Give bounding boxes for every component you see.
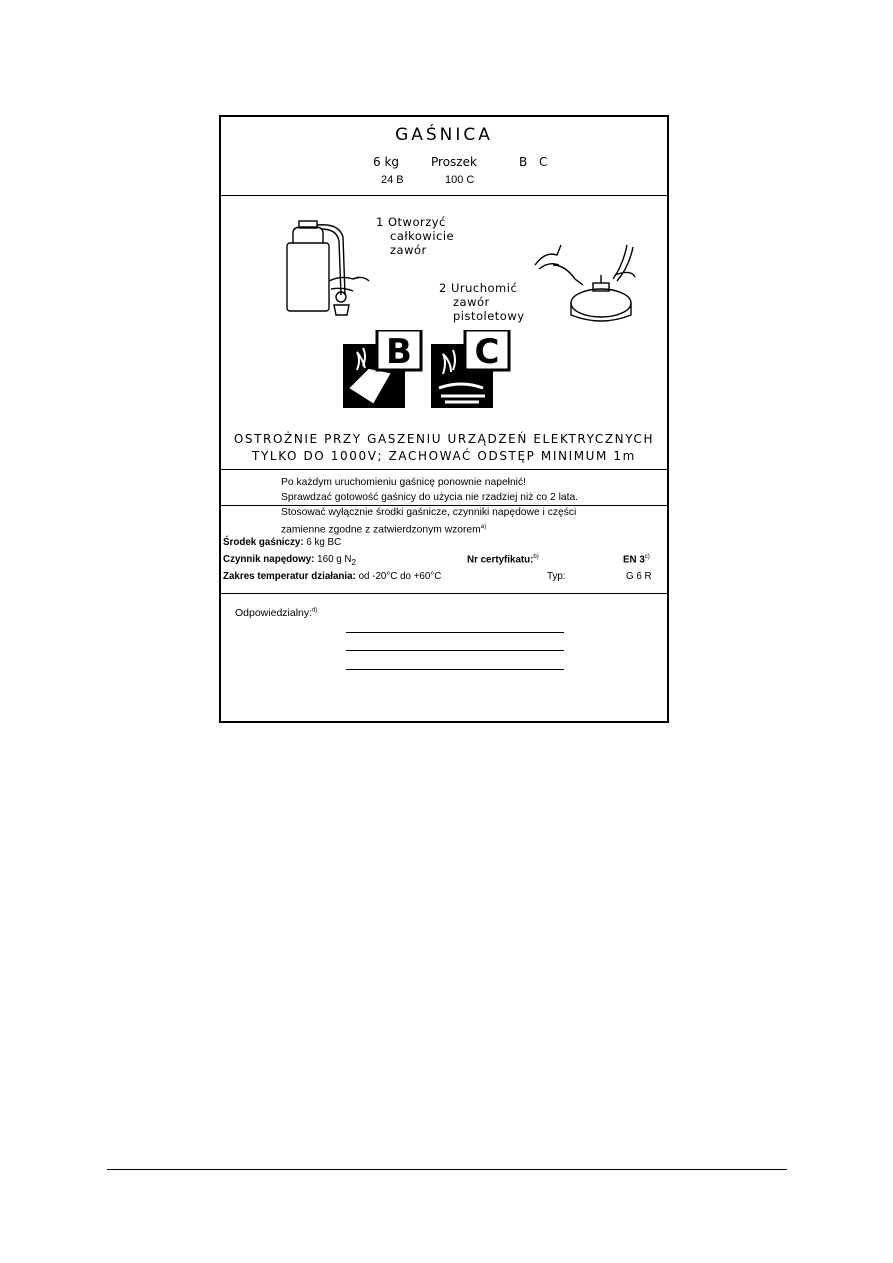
step-1-text: 1 Otworzyć całkowicie zawór	[376, 215, 455, 257]
fire-class-b-icon	[343, 330, 423, 410]
signature-line	[346, 650, 564, 651]
class-c-letter: C	[474, 332, 500, 372]
fire-classes: B C	[519, 155, 552, 169]
rating-c: 100 C	[445, 174, 475, 186]
mass: 6 kg	[373, 155, 400, 169]
warning-line-1: OSTROŻNIE PRZY GASZENIU URZĄDZEŃ ELEKTRYCZNYCH	[233, 432, 655, 446]
title-section	[221, 117, 667, 196]
info-text	[281, 475, 667, 537]
info-line: Po każdym uruchomieniu gaśnicę ponownie napełnić!	[281, 477, 526, 488]
extinguisher-label	[219, 115, 669, 723]
footer-rule	[107, 1169, 787, 1170]
info-section	[221, 469, 667, 594]
fire-class-c-icon	[431, 330, 511, 410]
info-line: Sprawdzać gotowość gaśnicy do użycia nie rzadziej niż co 2 lata.	[281, 492, 579, 503]
warning-section	[221, 429, 667, 470]
temperature-field: Zakres temperatur działania: od -20°C do +60°C	[223, 571, 442, 582]
signature-line	[346, 632, 564, 633]
type-label: Typ:	[547, 571, 566, 582]
responsible-section	[221, 593, 667, 721]
extinguisher-valve-icon	[279, 215, 379, 325]
certificate-field: Nr certyfikatu:$^{b)}$	[467, 554, 539, 566]
warning-line-2: TYLKO DO 1000V; ZACHOWAĆ ODSTĘP MINIMUM 1m	[252, 449, 636, 463]
norm-field: EN 3$^{c)}$	[623, 554, 650, 566]
agent: Proszek	[431, 155, 477, 169]
type-value: G 6 R	[626, 571, 652, 582]
step-2-text: 2 Uruchomić zawór pistoletowy	[439, 281, 525, 323]
signature-line	[346, 669, 564, 670]
responsible-label: Odpowiedzialny:$^{d)}$	[235, 607, 318, 619]
info-line: zamienne zgodne z zatwierdzonym wzorem$^{a)}$	[281, 524, 487, 536]
extinguisher-pistol-icon	[531, 235, 641, 325]
label-title: GAŚNICA	[395, 125, 493, 145]
rating-b: 24 B	[381, 174, 404, 186]
agent-field: Środek gaśniczy: 6 kg BC	[223, 537, 342, 548]
info-line: Stosować wyłącznie środki gaśnicze, czynniki napędowe i części	[281, 507, 577, 518]
propellant-field: Czynnik napędowy: 160 g $N_2$	[223, 554, 356, 567]
class-b-letter: B	[386, 332, 412, 372]
